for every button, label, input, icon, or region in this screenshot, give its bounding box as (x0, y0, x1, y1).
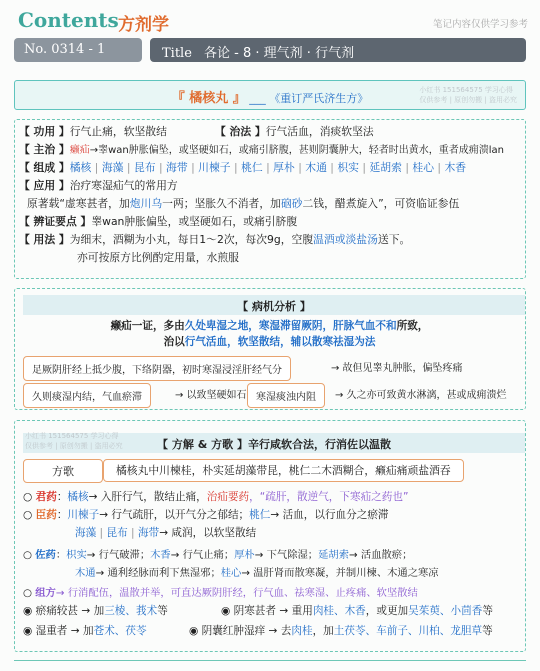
herb-item: 川楝子 (198, 161, 231, 174)
formula-info-section (14, 119, 526, 279)
herb-item: 延胡索 (369, 161, 402, 174)
title-label: Title (162, 46, 192, 61)
key-points-label: 【 辨证要点 】 (19, 215, 92, 228)
quote-herb: 硇砂 (280, 197, 303, 210)
bullet-filled-icon: ◉ (189, 625, 202, 637)
text: 治以 (163, 336, 185, 348)
zuo-herb: 桂心 (220, 567, 242, 579)
text: ，加 (312, 625, 334, 637)
formula-source-prefix: ___ (249, 92, 266, 105)
prescription-header: 【 方解 & 方歌 】辛行咸软合法，行消佐以温散 (23, 433, 525, 453)
mod-herb: 苍术、茯苓 (93, 625, 147, 637)
effect-label: 【 功用 】 (19, 125, 70, 138)
quote-text: 二钱，醋煮旋入”，可资临证参伍 (302, 197, 460, 210)
text: → 行气止痛； (170, 549, 235, 561)
text: → 活血散瘀； (349, 549, 413, 561)
application-row (19, 178, 178, 193)
text: → 行气破滞； (86, 549, 151, 561)
text: 癞疝一证，多由 (110, 320, 185, 332)
formula-source: 《重订严氏济生方》 (269, 92, 369, 105)
chen-herb: 海藻 (75, 527, 97, 539)
method-row (215, 124, 374, 139)
herb-item: 木香 (444, 161, 467, 174)
text: → 温肝肾而散寒凝，并制川楝、木通之寒凉 (241, 567, 439, 579)
pathogenesis-box-2: 久则痰湿内结，气血瘀滞 (23, 383, 151, 408)
bullet-icon: ○ (23, 509, 36, 521)
usage-text: 为细末，酒糊为小丸，每日1～2次，每次9g，空腹 (69, 233, 314, 246)
jun-highlight: 治疝要药 (206, 491, 250, 503)
text: 湿重者 → 加 (35, 625, 94, 637)
mod-herb: 三棱、莪术 (104, 605, 158, 617)
song-label: 方歌 (23, 459, 103, 483)
group-label: 组方 (35, 587, 56, 599)
bullet-icon: ○ (23, 587, 36, 599)
page-header (18, 8, 528, 36)
zuo-herb: 木香 (150, 549, 171, 561)
usage-row (19, 232, 410, 247)
application-text: 治疗寒湿疝气的常用方 (69, 179, 178, 192)
page-title-en: Contents (18, 8, 119, 32)
main-row (19, 142, 504, 158)
text: → 入肝行气，散结止痛， (88, 491, 207, 503)
zuo-herb: 木通 (75, 567, 96, 579)
herb-item: 木通 (305, 161, 327, 174)
bullet-filled-icon: ◉ (221, 605, 234, 617)
prescription-section (14, 420, 526, 652)
formula-name: 『 橘核丸 』 (171, 91, 246, 106)
text: 等 (482, 625, 493, 637)
text: → 咸润，以软坚散结 (159, 527, 257, 539)
text: → 通利经脉而利下焦湿邪； (95, 567, 221, 579)
herb-item: 橘核 (69, 161, 92, 174)
bullet-icon: ○ (23, 549, 36, 561)
bullet-icon: ○ (23, 491, 36, 503)
herb-item: 桃仁 (241, 161, 263, 174)
text: 瘀痛较甚 → 加 (35, 605, 105, 617)
chen-label: 臣药 (35, 509, 57, 521)
main-label: 【 主治 】 (19, 143, 70, 156)
title-value: 各论 - 8 · 理气剂 · 行气剂 (204, 46, 355, 61)
mod-herb: 吴茱萸、小茴香 (408, 605, 483, 617)
composition-label: 【 组成 】 (19, 161, 70, 174)
effect-text: 行气止痛，软坚散结 (69, 125, 167, 138)
pathogenesis-line-1 (15, 319, 524, 334)
composition-row: 【 组成 】橘核 | 海藻 | 昆布 | 海带 | 川楝子 | 桃仁 | 厚朴 | 木通 | 枳实 | 延胡索 | 桂心 | 木香 (19, 161, 467, 174)
quote-text: 一两；坚胀久不消者，加 (162, 197, 281, 210)
modification-3 (23, 624, 147, 639)
modification-2 (221, 604, 493, 619)
group-row (23, 586, 418, 601)
text: ，或更加 (365, 605, 409, 617)
usage-text: 送下。 (377, 233, 411, 246)
quote-herb: 炮川乌 (129, 197, 163, 210)
note-title-bar (150, 38, 526, 62)
header-note: 笔记内容仅供学习参考 (432, 19, 528, 30)
text: 等 (157, 605, 168, 617)
group-text: → 行消配伍，温散并举，可直达厥阴肝经，行气血、祛寒湿、止疼痛、软坚散结 (55, 587, 418, 599)
chen-row: ○ 臣药：川楝子→ 行气疏肝，以开气分之郁结；桃仁→ 活血，以行血分之瘀滞 (23, 509, 389, 521)
pathogenesis-arrow-1: → 故但见睾丸肿胀，偏坠疼痛 (331, 363, 463, 374)
watermark-line2: 仅供参考 | 原创勿搬 | 盗用必究 (419, 96, 517, 104)
herb-item: 厚朴 (273, 161, 295, 174)
bullet-filled-icon: ◉ (23, 625, 36, 637)
modification-1 (23, 604, 168, 619)
watermark-line1: 小红书 151564575 学习心得 (25, 432, 119, 440)
text: 所致， (396, 320, 429, 332)
treatment-text: 行气活血，软坚散结，辅以散寒祛湿为法 (184, 336, 376, 348)
chen-row-2: 海藻 | 昆布 | 海带→ 咸润，以软坚散结 (75, 527, 257, 539)
chen-herb: 昆布 (106, 527, 128, 539)
chen-herb: 桃仁 (249, 509, 271, 521)
mod-herb: 肉桂、木香 (312, 605, 366, 617)
pathogenesis-line-2 (15, 335, 524, 350)
song-text: 橘核丸中川楝桂，朴实延胡藻带昆，桃仁二木酒糊合，癞疝痛顽盐酒吞 (103, 459, 464, 482)
zuo-row-2 (75, 566, 439, 581)
zuo-label: 佐药 (35, 549, 56, 561)
pathogenesis-arrow-3: → 久之亦可致黄水淋漓，甚或成痈溃烂 (335, 390, 507, 401)
mod-herb: 土茯苓、车前子、川柏、龙胆草 (333, 625, 483, 637)
jun-quote: ，“疏肝，散逆气，下寒疝之药也” (249, 491, 409, 503)
zuo-herb: 枳实 (66, 549, 87, 561)
usage-label: 【 用法 】 (19, 233, 70, 246)
quote-text: 原著载“虚寒甚者，加 (27, 197, 130, 210)
watermark-line1: 小红书 151564575 学习心得 (419, 86, 513, 94)
mod-herb: 肉桂 (291, 625, 313, 637)
watermark (419, 85, 517, 105)
text: → 活血，以行血分之瘀滞 (270, 509, 389, 521)
herb-item: 海藻 (101, 161, 124, 174)
pathogenesis-box-3: 寒湿痰浊内阻 (247, 383, 325, 408)
effect-row (19, 124, 167, 139)
cause-text: 久处卑湿之地，寒湿滞留厥阴，肝脉气血不和 (184, 320, 397, 332)
text: 阴寒甚者 → 重用 (233, 605, 313, 617)
herb-item: 昆布 (133, 161, 156, 174)
jun-herb: 橘核 (67, 491, 89, 503)
main-text: →睾wan肿胀偏坠，或坚硬如石，或痛引脐腹，甚则阴囊肿大，轻者时出黄水，重者成痈溃lan (89, 145, 504, 156)
pathogenesis-header: 【 病机分析 】 (23, 295, 525, 315)
zuo-row: ○ 佐药：枳实→ 行气破滞；木香→ 行气止痛；厚朴→ 下气除湿；延胡索→ 活血散瘀； (23, 549, 413, 561)
original-quote (27, 196, 459, 211)
jun-row: ○ 君药：橘核→ 入肝行气，散结止痛，治疝要药，“疏肝，散逆气，下寒疝之药也” (23, 491, 409, 503)
modification-4 (189, 624, 493, 639)
pathogenesis-section (14, 288, 526, 410)
watermark-line2: 仅供参考 | 原创勿搬 | 盗用必究 (25, 442, 123, 450)
application-label: 【 应用 】 (19, 179, 70, 192)
watermark-2 (25, 431, 123, 451)
bottom-divider (14, 660, 526, 661)
key-points-text: 睾wan肿胀偏坠，或坚硬如石，或痛引脐腹 (91, 215, 298, 228)
page-title-cn: 方剂学 (118, 15, 169, 35)
chen-herb: 川楝子 (67, 509, 100, 521)
zuo-herb: 厚朴 (234, 549, 255, 561)
pathogenesis-arrow-2: → 以致坚硬如石 (175, 390, 247, 401)
jun-label: 君药 (35, 491, 57, 503)
method-label: 【 治法 】 (215, 125, 266, 138)
herb-item: 桂心 (412, 161, 434, 174)
text: → 下气除湿； (254, 549, 319, 561)
note-number: No. 0314 - 1 (14, 38, 142, 62)
method-text: 行气活血，消痰软坚法 (265, 125, 374, 138)
usage-vehicle: 温酒或淡盐汤 (313, 233, 378, 246)
pathogenesis-box-1: 足厥阴肝经上抵少腹，下络阴器，初时寒湿浸淫肝经气分 (23, 356, 291, 381)
formula-title-box (14, 80, 526, 110)
text: → 行气疏肝，以开气分之郁结； (99, 509, 250, 521)
herb-item: 海带 (166, 161, 188, 174)
key-points-row (19, 214, 297, 229)
bullet-filled-icon: ◉ (23, 605, 36, 617)
zuo-herb: 延胡索 (318, 549, 349, 561)
herb-item: 枳实 (337, 161, 359, 174)
chen-herb: 海带 (138, 527, 160, 539)
usage-row-2: 亦可按原方比例酌定用量，水煎服 (77, 251, 239, 264)
text: 等 (482, 605, 493, 617)
text: 阴囊红肿湿痒 → 去 (201, 625, 292, 637)
main-disease: 癞疝 (69, 145, 90, 156)
